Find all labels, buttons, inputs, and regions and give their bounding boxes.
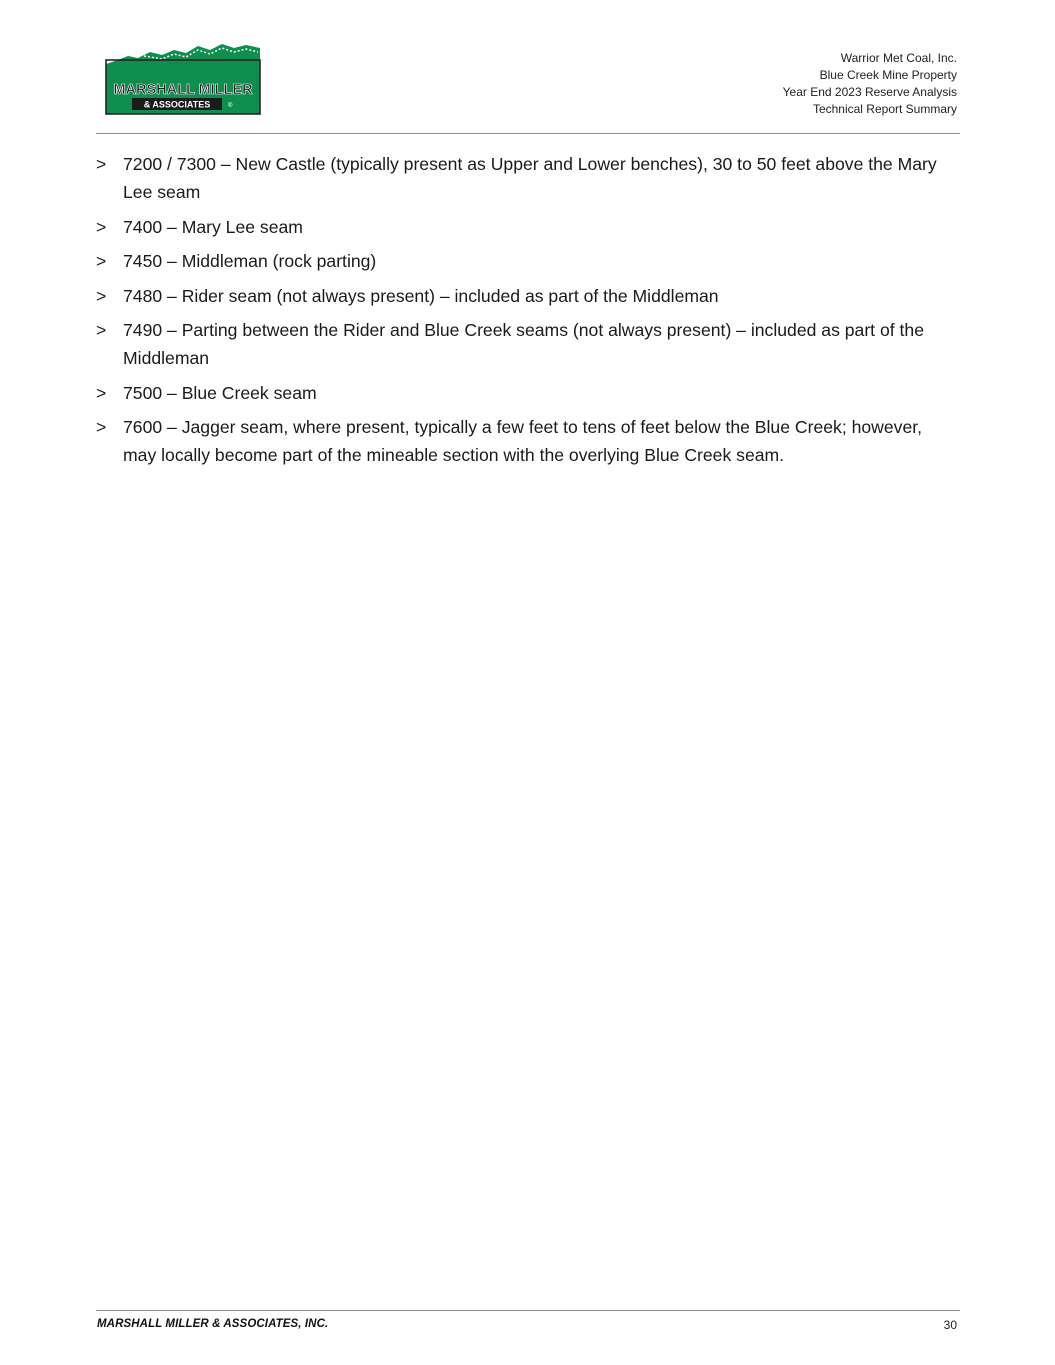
list-item-text: 7490 – Parting between the Rider and Blue Creek seams (not always present) – included as part of the Middleman: [123, 320, 924, 368]
header-divider: [96, 133, 960, 134]
footer-divider: [96, 1310, 960, 1311]
bullet-marker: >: [96, 154, 107, 174]
company-logo: [104, 42, 262, 116]
bullet-marker: >: [96, 285, 107, 306]
list-item-text: 7400 – Mary Lee seam: [123, 216, 303, 237]
bullet-marker: >: [96, 216, 107, 237]
list-item-text: 7200 / 7300 – New Castle (typically present as Upper and Lower benches), 30 to 50 feet above the Mary Lee seam: [123, 154, 937, 202]
logo-main-text: MARSHALL MILLER: [113, 82, 253, 98]
list-item: [96, 282, 960, 310]
bullet-marker: >: [96, 251, 107, 271]
bullet-marker: >: [96, 382, 107, 403]
page-number: 30: [943, 1318, 957, 1332]
header-property: Blue Creek Mine Property: [819, 68, 957, 82]
logo-sub-text: & ASSOCIATES: [143, 99, 211, 110]
list-item-text: 7500 – Blue Creek seam: [123, 382, 317, 403]
header-analysis: Year End 2023 Reserve Analysis: [782, 85, 957, 99]
list-item: [96, 379, 960, 407]
bullet-marker: >: [96, 320, 107, 340]
marshall-miller-logo-icon: [104, 42, 262, 116]
bullet-marker: >: [96, 417, 107, 437]
svg-text:®: ®: [228, 103, 233, 109]
list-item-text: 7600 – Jagger seam, where present, typically a few feet to tens of feet below the Blue Creek; however, may locally become part of the mineable section with the overlying Blue Creek seam.: [123, 417, 923, 465]
seam-list: [96, 150, 960, 476]
footer-company: MARSHALL MILLER & ASSOCIATES, INC.: [97, 1318, 329, 1330]
list-item: [96, 316, 960, 372]
header-company: Warrior Met Coal, Inc.: [840, 51, 957, 65]
list-item: [96, 413, 960, 469]
header-info: [783, 50, 957, 118]
header-report-type: Technical Report Summary: [812, 102, 957, 116]
list-item: [96, 247, 960, 275]
list-item: [96, 150, 960, 206]
list-item-text: 7480 – Rider seam (not always present) – included as part of the Middleman: [123, 285, 719, 306]
list-item-text: 7450 – Middleman (rock parting): [123, 251, 377, 271]
list-item: [96, 213, 960, 241]
